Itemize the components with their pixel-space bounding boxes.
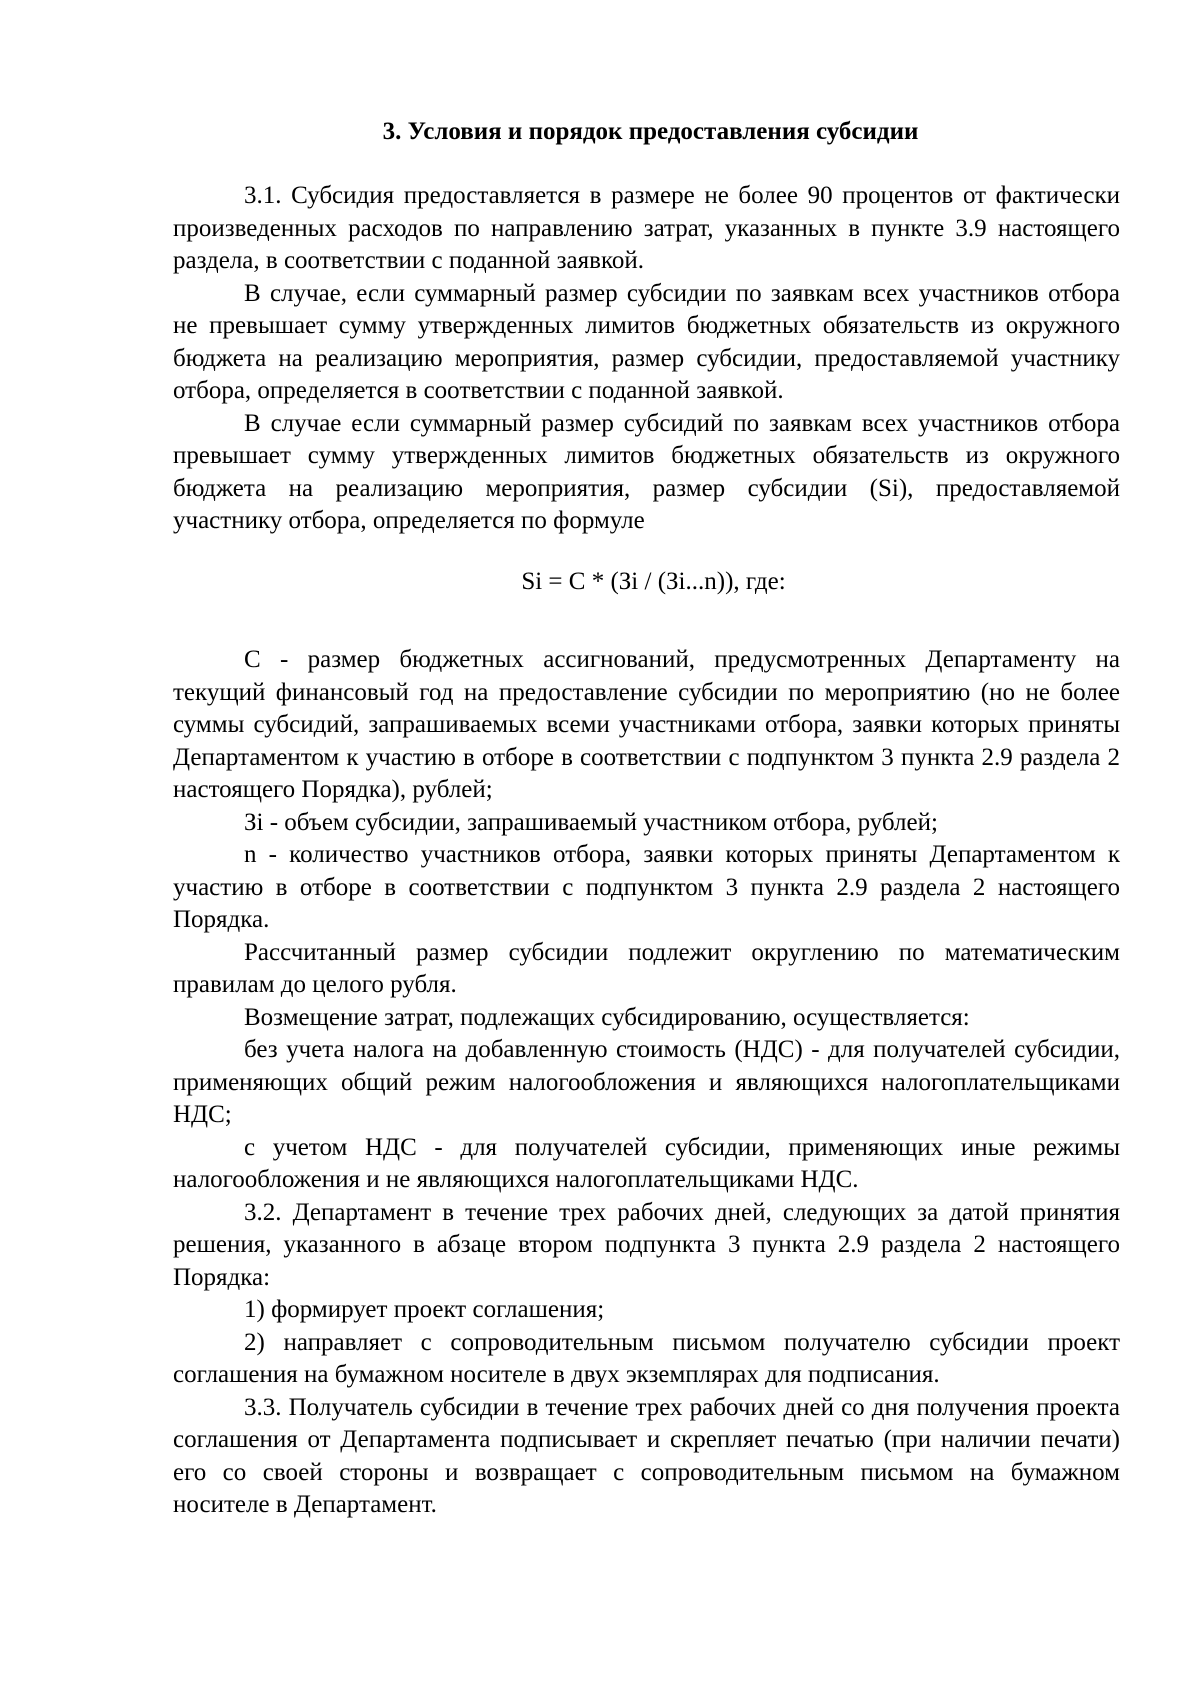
definition-c: C - размер бюджетных ассигнований, предусмотренных Департаменту на текущий финансовый год на предоставление субсидии по мероприятию (но не более суммы субсидий, запрашиваемых всеми участниками отбора, заявки которых приняты Департаментом к участию в отборе в соответствии с подпунктом 3 пункта 2.9 раздела 2 настоящего Порядка), рублей; [173, 646, 1120, 803]
paragraph-exceeding-limits: В случае если суммарный размер субсидий по заявкам всех участников отбора превышает сумму утвержденных лимитов бюджетных обязательств из окружного бюджета на реализацию мероприятия, размер субсидии (Si), предоставляемой участнику отбора, определяется по формуле [173, 409, 1120, 534]
spacer [173, 148, 1120, 180]
list-item-2: 2) направляет с сопроводительным письмом получателю субсидии проект соглашения на бумажном носителе в двух экземплярах для подписания. [173, 1328, 1120, 1388]
section-heading: 3. Условия и порядок предоставления субсидии [382, 118, 919, 145]
paragraph-3-2: 3.2. Департамент в течение трех рабочих дней, следующих за датой принятия решения, указанного в абзаце втором подпункта 3 пункта 2.9 раздела 2 настоящего Порядка: [173, 1198, 1120, 1291]
list-item-1: 1) формирует проект соглашения; [244, 1296, 605, 1323]
document-body [173, 116, 1120, 1522]
definition-zi: Зi - объем субсидии, запрашиваемый участником отбора, рублей; [244, 808, 938, 836]
paragraph-with-vat: с учетом НДС - для получателей субсидии, применяющих иные режимы налогообложения и не являющихся налогоплательщиками НДС. [173, 1133, 1120, 1193]
paragraph-rounding: Рассчитанный размер субсидии подлежит округлению по математическим правилам до целого рубля. [173, 938, 1120, 998]
paragraph-reimbursement: Возмещение затрат, подлежащих субсидированию, осуществляется: [244, 1003, 970, 1031]
paragraph-3-3: 3.3. Получатель субсидии в течение трех рабочих дней со дня получения проекта соглашения от Департамента подписывает и скрепляет печатью (при наличии печати) его со своей стороны и возвращает с сопроводительным письмом на бумажном носителе в Департамент. [173, 1393, 1120, 1518]
definition-n: n - количество участников отбора, заявки которых приняты Департаментом к участию в отборе в соответствии с подпунктом 3 пункта 2.9 раздела 2 настоящего Порядка. [173, 841, 1120, 933]
spacer [173, 598, 1120, 644]
paragraph-not-exceeding-limits: В случае, если суммарный размер субсидии по заявкам всех участников отбора не превышает сумму утвержденных лимитов бюджетных обязательств из окружного бюджета на реализацию мероприятия, размер субсидии, предоставляемой участнику отбора, определяется в соответствии с поданной заявкой. [173, 279, 1120, 404]
spacer [173, 538, 1120, 566]
subsidy-formula: Si = C * (Зi / (Зi...n)), где: [521, 567, 786, 595]
paragraph-without-vat: без учета налога на добавленную стоимость (НДС) - для получателей субсидии, применяющих общий режим налогообложения и являющихся налогоплательщиками НДС; [173, 1036, 1120, 1128]
paragraph-3-1: 3.1. Субсидия предоставляется в размере не более 90 процентов от фактически произведенных расходов по направлению затрат, указанных в пункте 3.9 настоящего раздела, в соответствии с поданной заявкой. [173, 182, 1120, 274]
